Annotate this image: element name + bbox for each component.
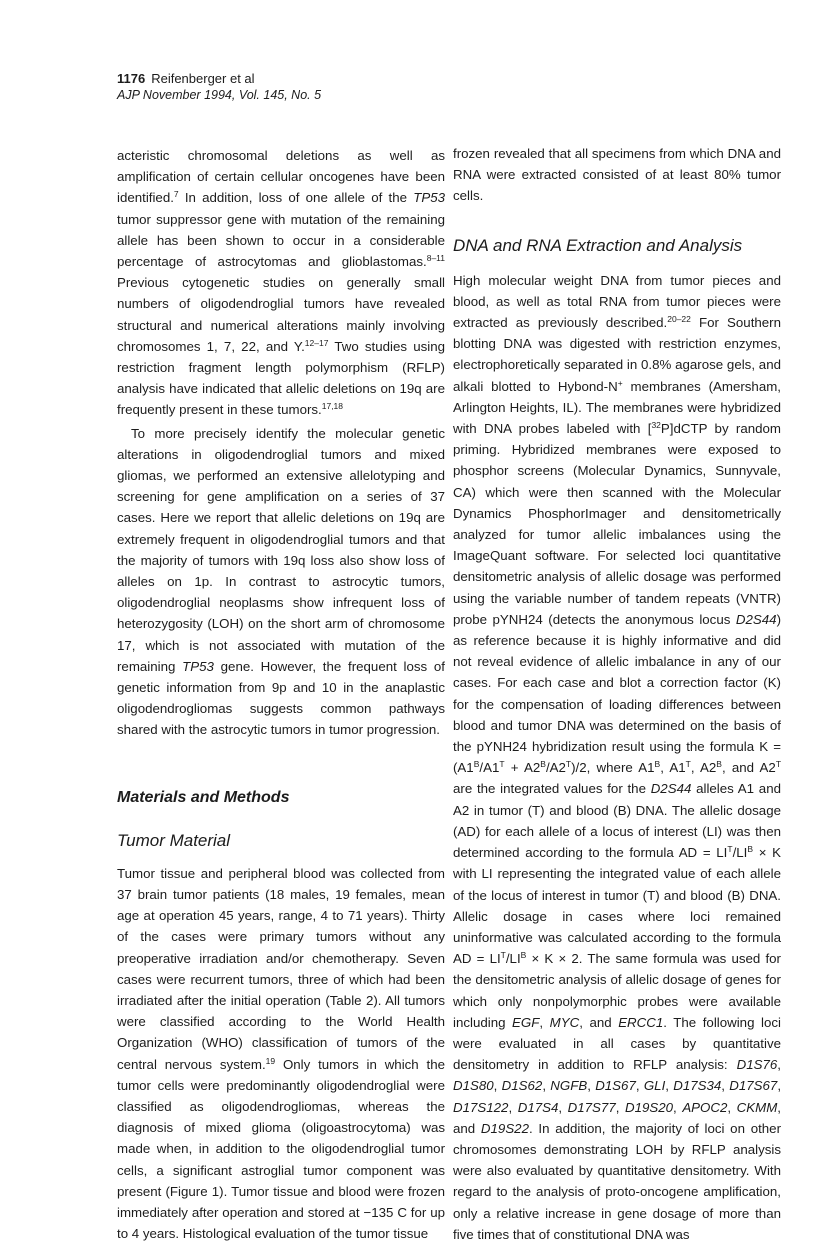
right-column: [453, 143, 781, 1245]
header-line1: [117, 70, 321, 87]
body-paragraph: Tumor tissue and peripheral blood was collected from 37 brain tumor patients (18 males, 19 females, mean age at operation 45 years, range, 4 to 71 years). Thirty of the cases were primary tumors without any preoperative irradiation and/or chemotherapy. Seven cases were recurrent tumors, three of which had been irradiated after the initial operation (Table 2). All tumors were classified according to the World Health Organization (WHO) classification of tumors of the central nervous system.$^{19}$ Only tumors in which the tumor cells were predominantly oligodendroglial were classified as oligodendrogliomas, whereas the diagnosis of mixed glioma (oligoastrocytoma) was made when, in addition to the oligodendroglial tumor cells, a significant astroglial tumor component was present (Figure 1). Tumor tissue and blood were frozen immediately after operation and stored at −135 C for up to 4 years. Histological evaluation of the tumor tissue: [117, 865, 445, 1242]
page-number: 1176: [117, 71, 146, 86]
body-paragraph: acteristic chromosomal deletions as well as amplification of certain cellular oncogenes have been identified.$^7$ In addition, loss of one allele of the TP53 tumor suppressor gene with mutation of the remaining allele has been shown to occur in a considerable percentage of astrocytomas and glioblastomas.$^{8-11}$ Previous cytogenetic studies on generally small numbers of oligodendroglial tumors have revealed structural and numerical alterations mainly involving chromosomes 1, 7, 22, and Y.$^{12-17}$ Two studies using restriction fragment length polymorphism (RFLP) analysis have indicated that allelic deletions on 19q are frequently present in these tumors.$^{17,18}$: [117, 148, 445, 418]
page-header: [117, 70, 321, 104]
left-column: [117, 145, 445, 1244]
body-paragraph: To more precisely identify the molecular genetic alterations in oligodendroglial tumors and mixed gliomas, we performed an extensive allelotyping and screening for gene amplification on a series of 37 cases. Here we report that allelic deletions on 19q are extremely frequent in oligodendroglial tumors and that the majority of tumors with 19q loss also show loss of alleles on 1p. In contrast to astrocytic tumors, oligodendroglial neoplasms show infrequent loss of heterozygosity (LOH) on the short arm of chromosome 17, which is not associated with mutation of the remaining TP53 gene. However, the frequent loss of genetic information from 9p and 10 in the anaplastic oligodendrogliomas suggests common pathways shared with the astrocytic tumors in tumor progression.: [117, 425, 445, 738]
body-paragraph: High molecular weight DNA from tumor pieces and blood, as well as total RNA from tumor pieces were extracted as previously described.$^{20-22}$ For Southern blotting DNA was digested with restriction enzymes, electrophoretically separated in 0.8% agarose gels, and alkali blotted to Hybond-N+ membranes (Amersham, Arlington Heights, IL). The membranes were hybridized with DNA probes labeled with [$^{32}$P]dCTP by random priming. Hybridized membranes were exposed to phosphor screens (Molecular Dynamics, Sunnyvale, CA) which were then scanned with the Molecular Dynamics PhosphorImager and densitometrically analyzed for tumor allelic imbalances using the ImageQuant software. For selected loci quantitative densitometric analysis of allelic dosage was performed using the variable number of tandem repeats (VNTR) probe pYNH24 (detects the anonymous locus D2S44) as reference because it is highly informative and did not reveal evidence of allelic imbalance in any of our cases. For each case and blot a correction factor (K) for the compensation of loading differences between blood and tumor DNA was determined on the basis of the pYNH24 hybridization result using the formula $K = (A1^B/A1^T + A2^B/A2^T)/2$, where $A1^B$, $A1^T$, $A2^B$, and $A2^T$ are the integrated values for the D2S44 alleles A1 and A2 in tumor (T) and blood (B) DNA. The allelic dosage (AD) for each allele of a locus of interest (LI) was then determined according to the formula AD = $LI^T/LI^B \times K$ with LI representing the integrated value of each allele of the locus of interest in tumor (T) and blood (B) DNA. Allelic dosage in cases where loci remained uninformative was calculated according to the formula AD = $LI^T/LI^B \times K \times 2$. The same formula was used for the densitometric analysis of allelic dosage of genes for which only nonpolymorphic probes were available including EGF, MYC, and ERCC1. The following loci were evaluated in all cases by quantitative densitometry in addition to RFLP analysis: D1S76, D1S80, D1S62, NGFB, D1S67, GLI, D17S34, D17S67, D17S122, D17S4, D17S77, D19S20, APOC2, CKMM, and D19S22. In addition, the majority of loci on other chromosomes demonstrating LOH by RFLP analysis were also evaluated by quantitative densitometry. With regard to the analysis of proto-oncogene amplification, only a relative increase in gene dosage of more than five times that of constitutional DNA was: [453, 272, 782, 1242]
header-journal: AJP November 1994, Vol. 145, No. 5: [117, 88, 322, 102]
subsection-heading-tumor-material: Tumor Material: [117, 830, 231, 850]
subsection-heading-dna-rna: DNA and RNA Extraction and Analysis: [453, 235, 743, 255]
section-heading-materials-methods: Materials and Methods: [117, 788, 290, 806]
header-authors: Reifenberger et al: [151, 71, 255, 86]
body-paragraph: frozen revealed that all specimens from which DNA and RNA were extracted consisted of at least 80% tumor cells.: [453, 146, 781, 204]
